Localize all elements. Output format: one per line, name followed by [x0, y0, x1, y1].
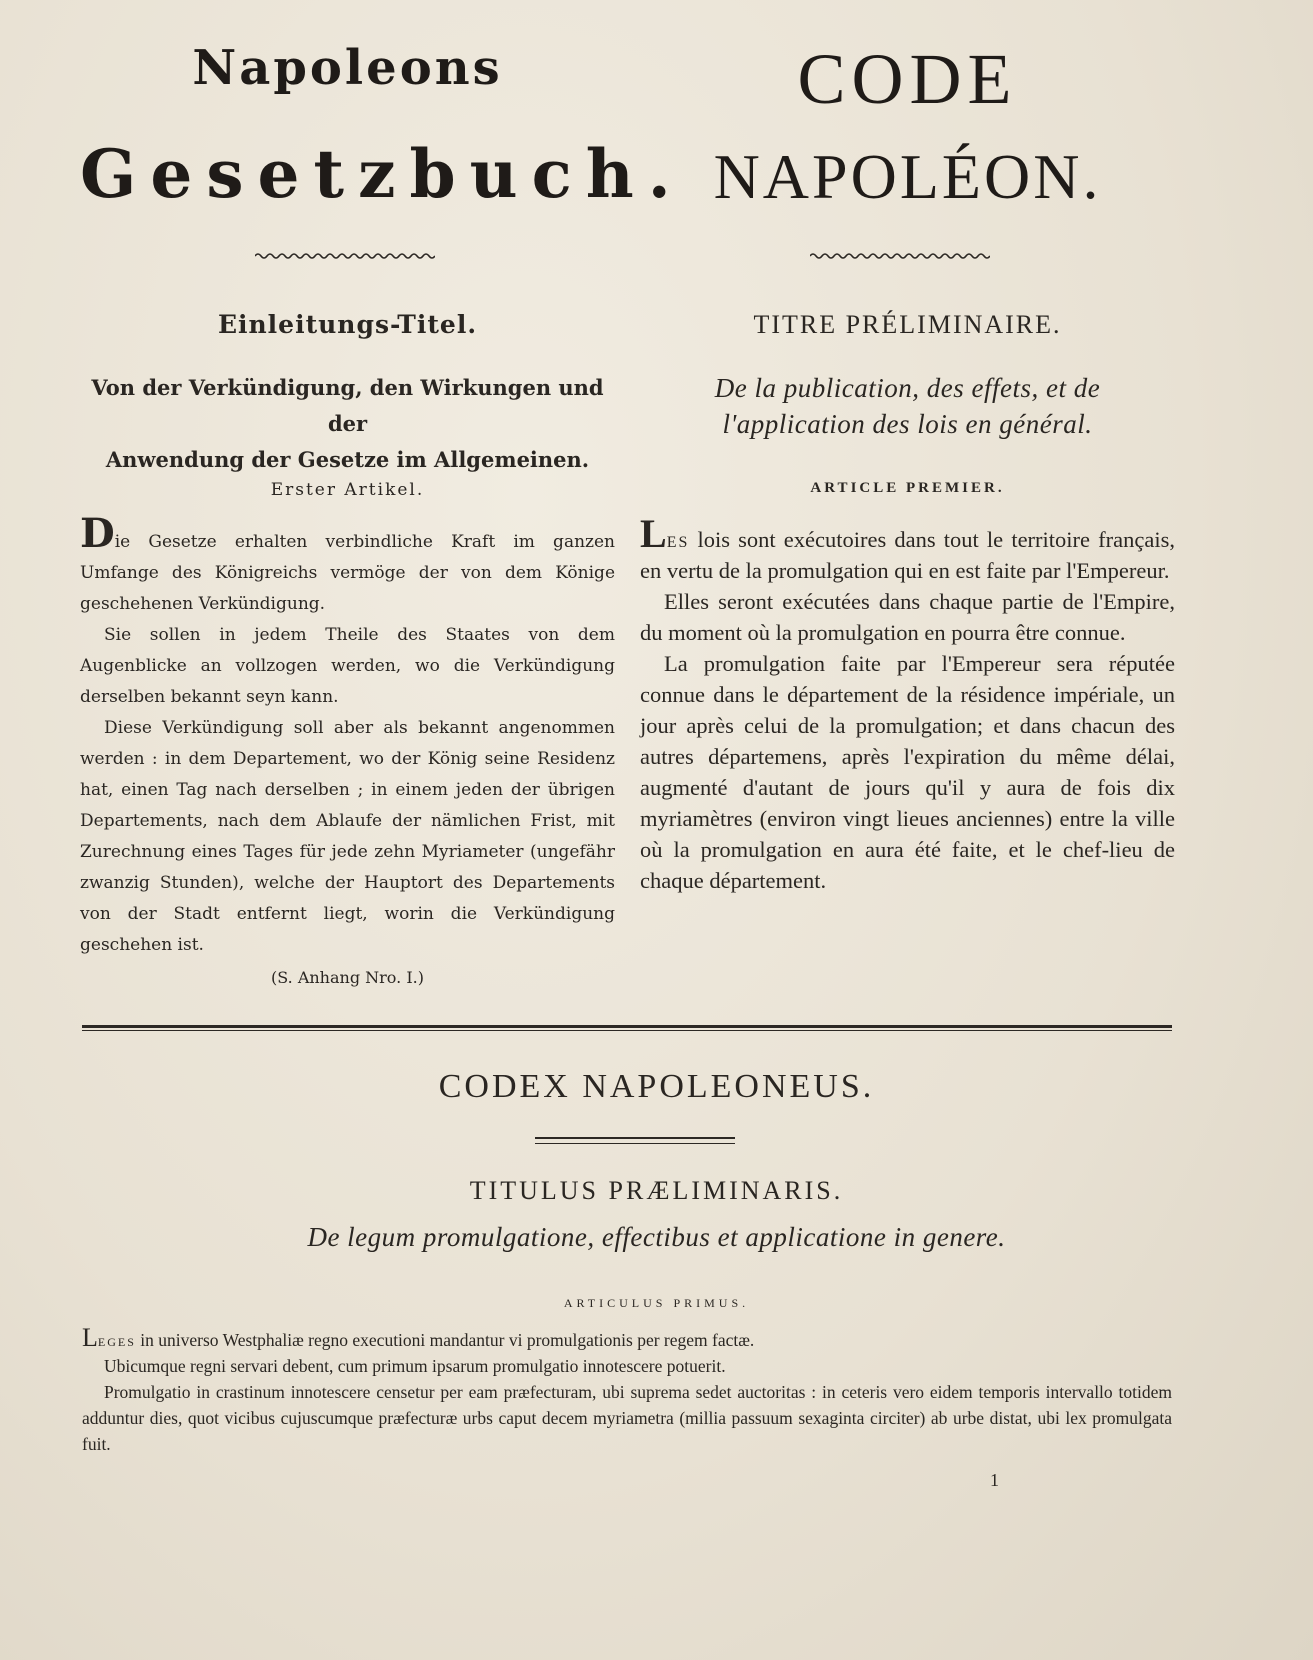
french-subtitle [640, 370, 1175, 442]
french-wavy-rule [810, 252, 990, 260]
german-subtitle-line1: Von der Verkündigung, den Wirkungen und der [91, 375, 604, 436]
french-article-heading: ARTICLE PREMIER. [810, 480, 1005, 496]
latin-dropcap: L [82, 1323, 98, 1352]
latin-section-title: TITULUS PRÆLIMINARIS. [469, 1176, 844, 1205]
german-para1-text: ie Gesetze erhalten verbindliche Kraft im ganzen Umfange des Königreichs vermöge der von dem Könige geschehenen Verkündigung. [80, 532, 615, 614]
section-divider-thin [82, 1030, 1172, 1031]
latin-paragraph-3: Promulgatio in crastinum innotescere censetur per eam præfecturam, ubi suprema sedet auctoritas : in ceteris vero eidem temporis intervallo totidem adduntur dies, quot vicibus cujuscumque præfecturæ urbs caput decem myriametra (millia passuum sexaginta circiter) ab urbe distat, ubi lex promulgata fuit. [82, 1382, 1172, 1454]
latin-double-rule-top [535, 1137, 735, 1139]
latin-double-rule-bottom [535, 1143, 735, 1144]
latin-paragraph-2: Ubicumque regni servari debent, cum primum ipsarum promulgatio innotescere potuerit. [104, 1356, 726, 1376]
page-number: 1 [990, 1470, 999, 1490]
french-section-title: TITRE PRÉLIMINAIRE. [753, 310, 1062, 339]
german-article-heading: Erster Artikel. [270, 480, 425, 500]
french-smallcaps: es [666, 527, 690, 552]
french-paragraph-1 [640, 511, 1175, 586]
german-section-title: Einleitungs-Titel. [217, 310, 478, 339]
german-appendix-note: (S. Anhang Nro. I.) [271, 968, 424, 987]
german-wavy-rule [255, 252, 435, 260]
german-article-body [80, 510, 615, 961]
latin-subtitle: De legum promulgatione, effectibus et applicatione in genere. [307, 1222, 1006, 1252]
latin-paragraph-1 [82, 1325, 1172, 1353]
latin-article-body [82, 1325, 1172, 1457]
french-article-body [640, 511, 1175, 896]
german-subtitle [80, 370, 615, 478]
french-para1-text: lois sont exécutoires dans tout le territoire français, en vertu de la promulgation qui en est faite par l'Empereur. [640, 527, 1175, 583]
french-dropcap: L [640, 511, 667, 556]
french-subtitle-line2: l'application des lois en général. [722, 409, 1093, 439]
german-title-line1: Napoleons [192, 40, 503, 96]
french-title-line1: CODE [797, 39, 1018, 119]
german-dropcap: D [80, 510, 115, 557]
german-paragraph-1 [80, 510, 615, 620]
french-subtitle-line1: De la publication, des effets, et de [714, 373, 1101, 403]
german-paragraph-2: Sie sollen in jedem Theile des Staates von dem Augenblicke an vollzogen werden, wo die Verkündigung derselben bekannt seyn kann. [80, 625, 615, 707]
latin-title: CODEX NAPOLEONEUS. [438, 1068, 875, 1105]
french-paragraph-2: Elles seront exécutées dans chaque partie de l'Empire, du moment où la promulgation en pourra être connue. [640, 589, 1175, 645]
latin-para1-text: in universo Westphaliæ regno executioni mandantur vi promulgationis per regem factæ. [135, 1330, 755, 1350]
german-title-line2: Gesetzbuch. [80, 135, 685, 213]
french-title-line2: NAPOLÉON. [713, 141, 1102, 212]
section-divider [82, 1025, 1172, 1028]
german-paragraph-3: Diese Verkündigung soll aber als bekannt angenommen werden : in dem Departement, wo der König seine Residenz hat, einen Tag nach derselben ; in einem jeden der übrigen Departements, nach dem Ablaufe der nämlichen Frist, mit Zurechnung eines Tages für jede zehn Myriameter (ungefähr zwanzig Stunden), welche der Hauptort des Departements von der Stadt entfernt liegt, worin die Verkündigung geschehen ist. [80, 718, 615, 955]
german-subtitle-line2: Anwendung der Gesetze im Allgemeinen. [105, 447, 590, 472]
french-paragraph-3: La promulgation faite par l'Empereur sera réputée connue dans le département de la résidence impériale, un jour après celui de la promulgation; et dans chacun des autres départemens, après l'expiration du même délai, augmenté d'autant de jours qu'il y aura de fois dix myriamètres (environ vingt lieues anciennes) entre la ville où la promulgation en aura été faite, et le chef-lieu de chaque département. [640, 651, 1175, 893]
latin-article-heading: ARTICULUS PRIMUS. [563, 1296, 750, 1310]
latin-smallcaps: eges [97, 1330, 136, 1350]
